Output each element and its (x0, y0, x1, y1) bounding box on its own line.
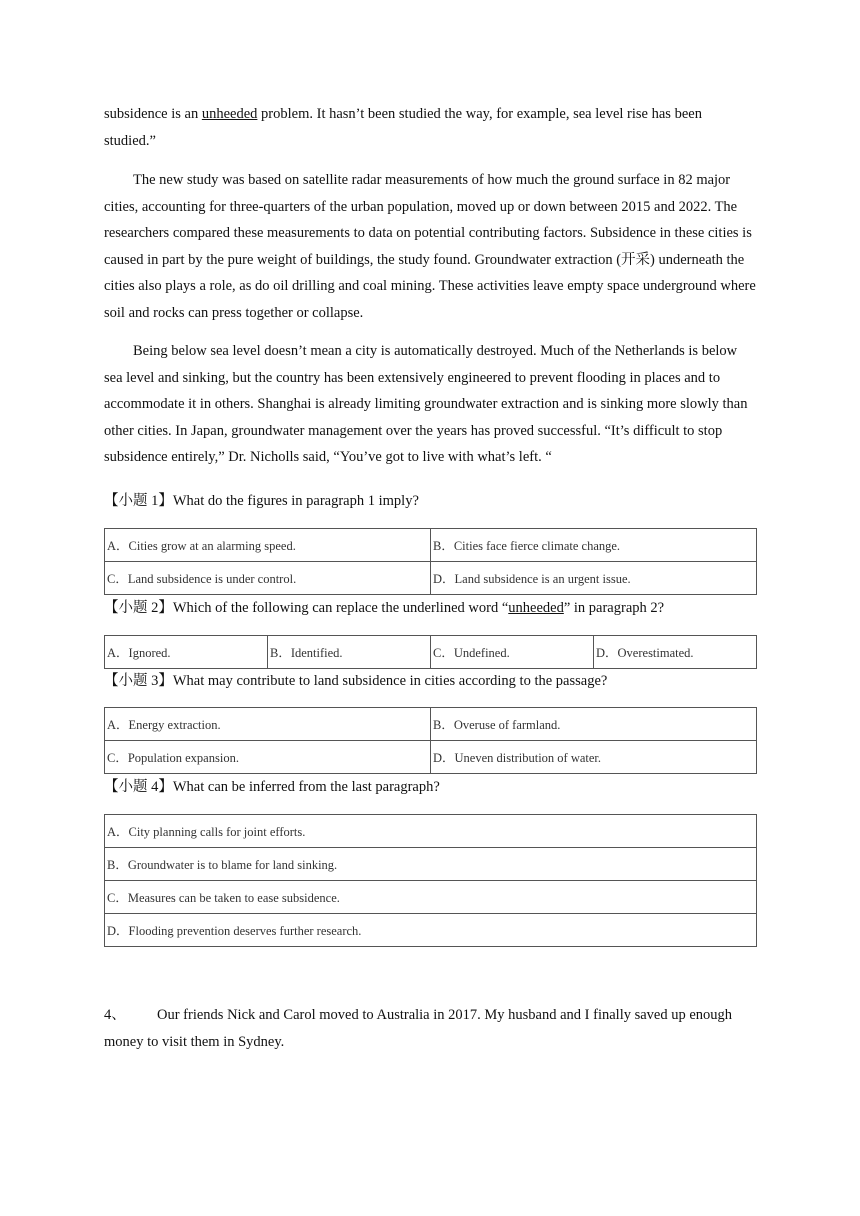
q2-option-c[interactable]: C．Undefined. (431, 636, 594, 669)
p1-text-start: subsidence is an (104, 106, 202, 122)
question-4 (104, 777, 440, 797)
question-4-label: 【小题 4】 (104, 779, 173, 795)
q4-option-b[interactable]: B．Groundwater is to blame for land sinking. (105, 848, 757, 881)
question-4-options (104, 814, 757, 947)
q2-option-a[interactable]: A．Ignored. (105, 636, 268, 669)
question-2-text-end: ” in paragraph 2? (563, 600, 665, 616)
q1-option-c[interactable]: C．Land subsidence is under control. (105, 562, 431, 595)
q4-option-c[interactable]: C．Measures can be taken to ease subsidence. (105, 881, 757, 914)
q1-option-b[interactable]: B．Cities face fierce climate change. (431, 529, 757, 562)
passage-paragraph-2: The new study was based on satellite radar measurements of how much the ground surface in 82 major cities, accounting for three-quarters of the urban population, moved up or down between 2015 and 2022. The researchers compared these measurements to data on potential contributing factors. Subsidence in these cities is caused in part by the pure weight of buildings, the study found. Groundwater extraction (开采) underneath the cities also plays a role, as do oil drilling and coal mining. These activities leave empty space underground where soil and rocks can press together or collapse. (104, 172, 756, 321)
q1-option-d[interactable]: D．Land subsidence is an urgent issue. (431, 562, 757, 595)
question-2 (104, 598, 664, 618)
q1-option-a[interactable]: A．Cities grow at an alarming speed. (105, 529, 431, 562)
underlined-word: unheeded (201, 106, 258, 122)
question-1 (104, 491, 419, 511)
question-2-options (104, 635, 757, 669)
q2-option-d[interactable]: D．Overestimated. (594, 636, 757, 669)
question-1-options (104, 528, 757, 595)
passage-paragraph-3: Being below sea level doesn’t mean a city is automatically destroyed. Much of the Netherlands is below sea level and sinking, but the country has been extensively engineered to prevent flooding in places and to accommodate it in others. Shanghai is already limiting groundwater extraction and is sinking more slowly than other cities. In Japan, groundwater management over the years has proved successful. “It’s difficult to stop subsidence entirely,” Dr. Nicholls said, “You’ve got to live with what’s left. “ (104, 343, 748, 465)
q4-option-d[interactable]: D．Flooding prevention deserves further research. (105, 914, 757, 947)
question-2-text-start: Which of the following can replace the underlined word “ (172, 600, 509, 616)
question-1-text: What do the figures in paragraph 1 imply? (172, 493, 419, 509)
question-1-label: 【小题 1】 (104, 493, 173, 509)
question-4-text: What can be inferred from the last paragraph? (172, 779, 440, 795)
q3-option-c[interactable]: C．Population expansion. (105, 741, 431, 774)
next-passage-text: Our friends Nick and Carol moved to Australia in 2017. My husband and I finally saved up enough money to visit them in Sydney. (104, 1007, 733, 1050)
question-3-text: What may contribute to land subsidence in cities according to the passage? (172, 673, 608, 689)
item-number: 4、 (104, 1007, 126, 1023)
question-2-underlined-word: unheeded (508, 600, 564, 616)
question-3 (104, 671, 607, 691)
p1-text-end: problem. It hasn’t been studied the way, for example, sea level rise has been studied.” (104, 106, 702, 149)
q2-option-b[interactable]: B．Identified. (268, 636, 431, 669)
question-3-label: 【小题 3】 (104, 673, 173, 689)
next-passage-intro (104, 1002, 756, 1055)
q3-option-d[interactable]: D．Uneven distribution of water. (431, 741, 757, 774)
q3-option-a[interactable]: A．Energy extraction. (105, 708, 431, 741)
passage-paragraph-1 (104, 101, 756, 154)
q4-option-a[interactable]: A．City planning calls for joint efforts. (105, 815, 757, 848)
q3-option-b[interactable]: B．Overuse of farmland. (431, 708, 757, 741)
question-2-label: 【小题 2】 (104, 600, 173, 616)
question-3-options (104, 707, 757, 774)
